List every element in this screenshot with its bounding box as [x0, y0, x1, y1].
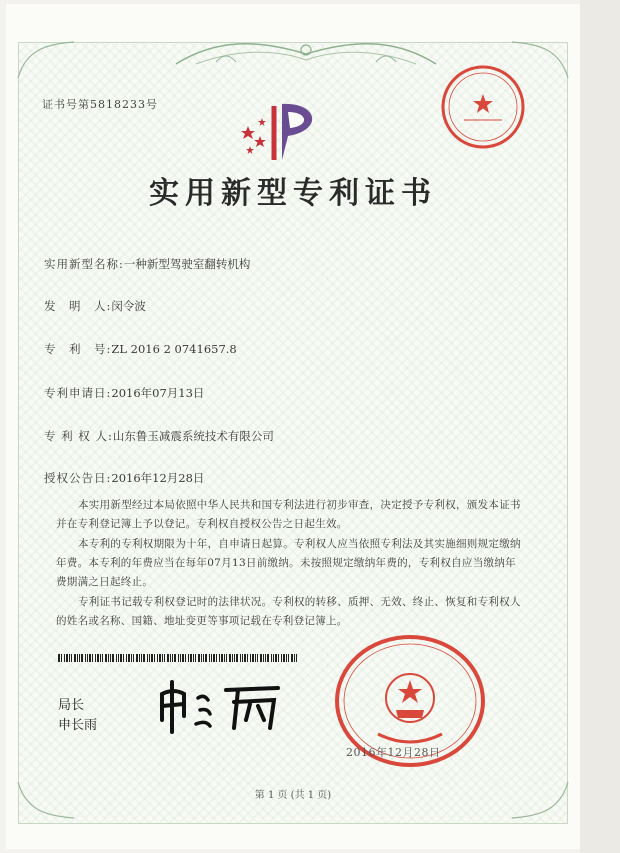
certificate-paragraph: 本实用新型经过本局依照中华人民共和国专利法进行初步审查，决定授予专利权，颁发本证书并在专利登记簿上予以登记。专利权自授权公告之日起生效。	[56, 499, 521, 530]
utility-model-name-field	[44, 256, 250, 272]
top-ornament-icon	[156, 34, 456, 74]
field-label: 实用新型名称:	[44, 257, 124, 271]
field-value: 闵令波	[111, 299, 146, 313]
patent-office-logo-icon	[238, 96, 330, 164]
patent-number-field	[44, 341, 237, 357]
barcode-icon	[58, 654, 298, 662]
field-value: 山东鲁玉减震系统技术有限公司	[112, 429, 274, 443]
certificate-paragraph: 本专利的专利权期限为十年，自申请日起算。专利权人应当依照专利法及其实施细则规定缴纳年费。本专利的年费应当在每年07月13日前缴纳。未按照规定缴纳年费的，专利权自应当缴纳年费期满之日起终止。	[56, 538, 521, 588]
field-value: 2016年12月28日	[111, 471, 205, 485]
certificate-number: 证书号第5818233号	[42, 98, 158, 111]
field-label: 发 明 人:	[44, 299, 112, 313]
patentee-field	[44, 428, 274, 444]
field-value: 2016年07月13日	[111, 386, 205, 400]
inventor-field	[44, 298, 146, 314]
field-value: ZL 2016 2 0741657.8	[111, 342, 237, 356]
scan-edge	[580, 0, 620, 853]
field-label: 专 利 权 人:	[44, 429, 113, 443]
signatory-role: 局长	[58, 698, 85, 713]
handwritten-signature-icon	[154, 676, 284, 734]
field-label: 授权公告日:	[44, 471, 112, 485]
corner-ornament-icon	[16, 40, 76, 80]
certificate-sheet	[6, 4, 580, 849]
certificate-title: 实用新型专利证书	[149, 176, 437, 211]
seal-date: 2016年12月28日	[346, 746, 441, 759]
certificate-paragraph: 专利证书记载专利权登记时的法律状况。专利权的转移、质押、无效、终止、恢复和专利权人的姓名或名称、国籍、地址变更等事项记载在专利登记簿上。	[56, 596, 521, 627]
page-footer: 第 1 页 (共 1 页)	[254, 790, 332, 801]
field-label: 专 利 号:	[44, 342, 112, 356]
field-value: 一种新型驾驶室翻转机构	[123, 257, 251, 271]
field-label: 专利申请日:	[44, 386, 112, 400]
filing-date-field	[44, 385, 204, 401]
signatory-name: 申长雨	[58, 718, 98, 733]
grant-date-field	[44, 470, 204, 486]
agency-seal-icon	[440, 64, 526, 150]
